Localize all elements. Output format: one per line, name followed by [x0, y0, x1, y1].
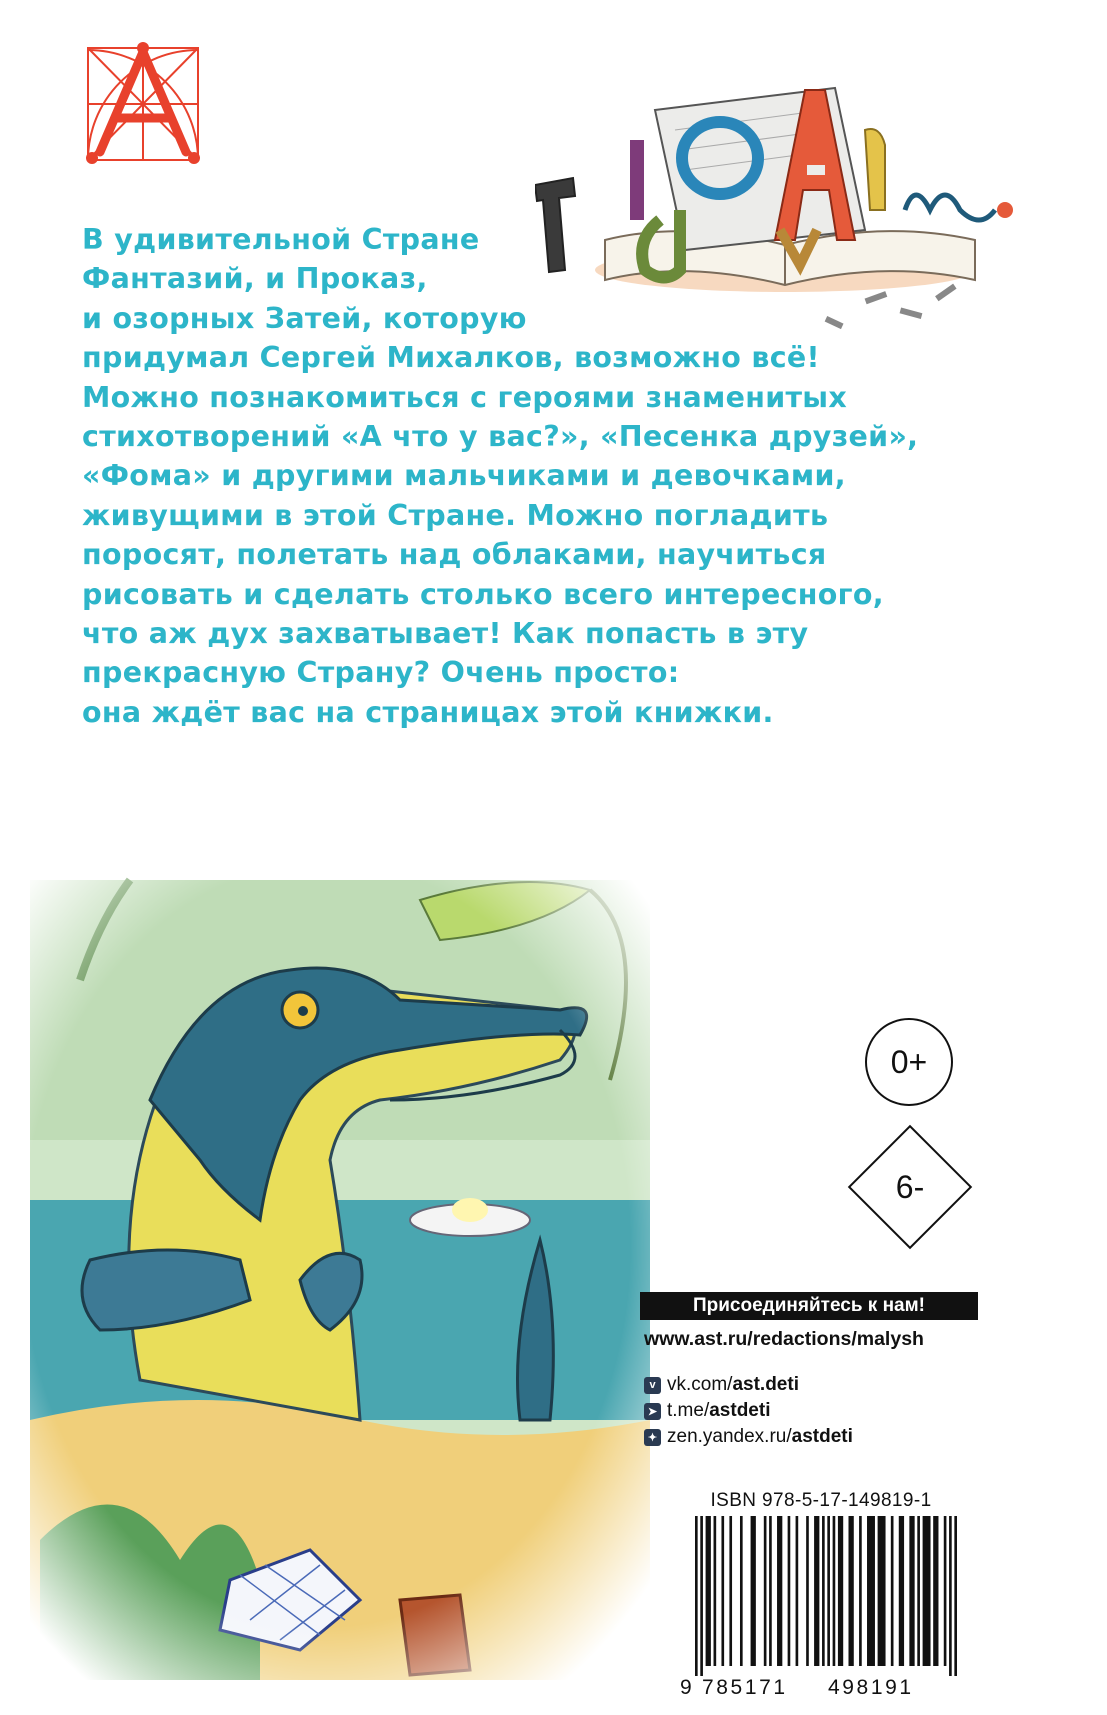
- barcode-bar: [954, 1516, 957, 1676]
- barcode-bar: [788, 1516, 791, 1666]
- social-prefix: zen.yandex.ru/: [667, 1426, 792, 1447]
- barcode-bar: [729, 1516, 732, 1666]
- social-link-telegram[interactable]: [644, 1398, 944, 1424]
- barcode-digits: [680, 1676, 965, 1700]
- description-line: В удивительной Стране: [82, 223, 480, 256]
- book-description: [82, 220, 982, 732]
- social-handle: astdeti: [709, 1400, 771, 1421]
- publisher-logo: [84, 40, 202, 170]
- description-line: она ждёт вас на страницах этой книжки.: [82, 695, 774, 729]
- description-line: рисовать и сделать столько всего интересного,: [82, 577, 884, 611]
- barcode: [695, 1516, 957, 1676]
- barcode-bar: [806, 1516, 809, 1666]
- barcode-digits-left: 785171: [702, 1676, 788, 1699]
- barcode-bar: [796, 1516, 799, 1666]
- description-line: и озорных Затей, которую: [82, 301, 527, 335]
- description-line: стихотворений «А что у вас?», «Песенка друзей»,: [82, 420, 919, 454]
- barcode-bar: [923, 1516, 931, 1666]
- social-link-zen[interactable]: [644, 1424, 944, 1450]
- barcode-digits-right: 498191: [828, 1676, 914, 1699]
- barcode-bar: [833, 1516, 836, 1666]
- description-line: Фантазий, и Проказ,: [82, 262, 428, 296]
- barcode-bar: [949, 1516, 952, 1676]
- barcode-bar: [700, 1516, 703, 1676]
- crocodile-illustration: [0, 860, 680, 1715]
- barcode-bar: [721, 1516, 724, 1666]
- barcode-bar: [769, 1516, 772, 1666]
- social-link-vk[interactable]: [644, 1372, 944, 1398]
- zen-icon: ✦: [644, 1429, 661, 1446]
- join-us-banner: Присоединяйтесь к нам!: [640, 1292, 978, 1320]
- age-rating-diamond: [848, 1125, 972, 1249]
- barcode-bar: [859, 1516, 862, 1666]
- barcode-bar: [944, 1516, 947, 1666]
- barcode-bar: [848, 1516, 853, 1666]
- barcode-bar: [764, 1516, 767, 1666]
- age-rating-circle-label: 0+: [890, 1043, 928, 1080]
- barcode-bar: [867, 1516, 875, 1666]
- barcode-digit-lead: 9: [680, 1676, 692, 1699]
- social-handle: ast.deti: [732, 1374, 799, 1395]
- description-line: Можно познакомиться с героями знаменитых: [82, 380, 848, 414]
- barcode-bar: [878, 1516, 886, 1666]
- barcode-bar: [933, 1516, 938, 1666]
- social-prefix: vk.com/: [667, 1374, 733, 1395]
- barcode-bar: [891, 1516, 894, 1666]
- vk-icon: v: [644, 1377, 661, 1394]
- barcode-bar: [695, 1516, 698, 1676]
- age-rating-diamond-label: 6-: [895, 1168, 925, 1205]
- barcode-bar: [909, 1516, 914, 1666]
- social-handle: astdeti: [791, 1426, 853, 1447]
- barcode-bar: [899, 1516, 904, 1666]
- description-line: поросят, полетать над облаками, научиться: [82, 538, 827, 572]
- isbn-label: ISBN 978-5-17-149819-1: [710, 1490, 932, 1511]
- barcode-bar: [706, 1516, 711, 1666]
- barcode-bar: [751, 1516, 756, 1666]
- description-line: прекрасную Страну? Очень просто:: [82, 656, 680, 690]
- website-link[interactable]: www.ast.ru/redactions/malysh: [644, 1328, 924, 1350]
- description-line: что аж дух захватывает! Как попасть в эту: [82, 617, 809, 651]
- description-line: живущими в этой Стране. Можно погладить: [82, 498, 829, 532]
- description-line: «Фома» и другими мальчиками и девочками,: [82, 459, 846, 493]
- barcode-bar: [740, 1516, 743, 1666]
- social-prefix: t.me/: [667, 1400, 710, 1421]
- telegram-icon: ➤: [644, 1403, 661, 1420]
- barcode-bar: [714, 1516, 717, 1666]
- barcode-bar: [827, 1516, 830, 1666]
- barcode-bar: [838, 1516, 843, 1666]
- barcode-bar: [917, 1516, 920, 1666]
- barcode-bar: [777, 1516, 782, 1666]
- age-rating-circle: [865, 1018, 953, 1106]
- barcode-bar: [814, 1516, 819, 1666]
- description-line: придумал Сергей Михалков, возможно всё!: [82, 341, 820, 375]
- social-links: [644, 1372, 944, 1450]
- barcode-bar: [822, 1516, 825, 1666]
